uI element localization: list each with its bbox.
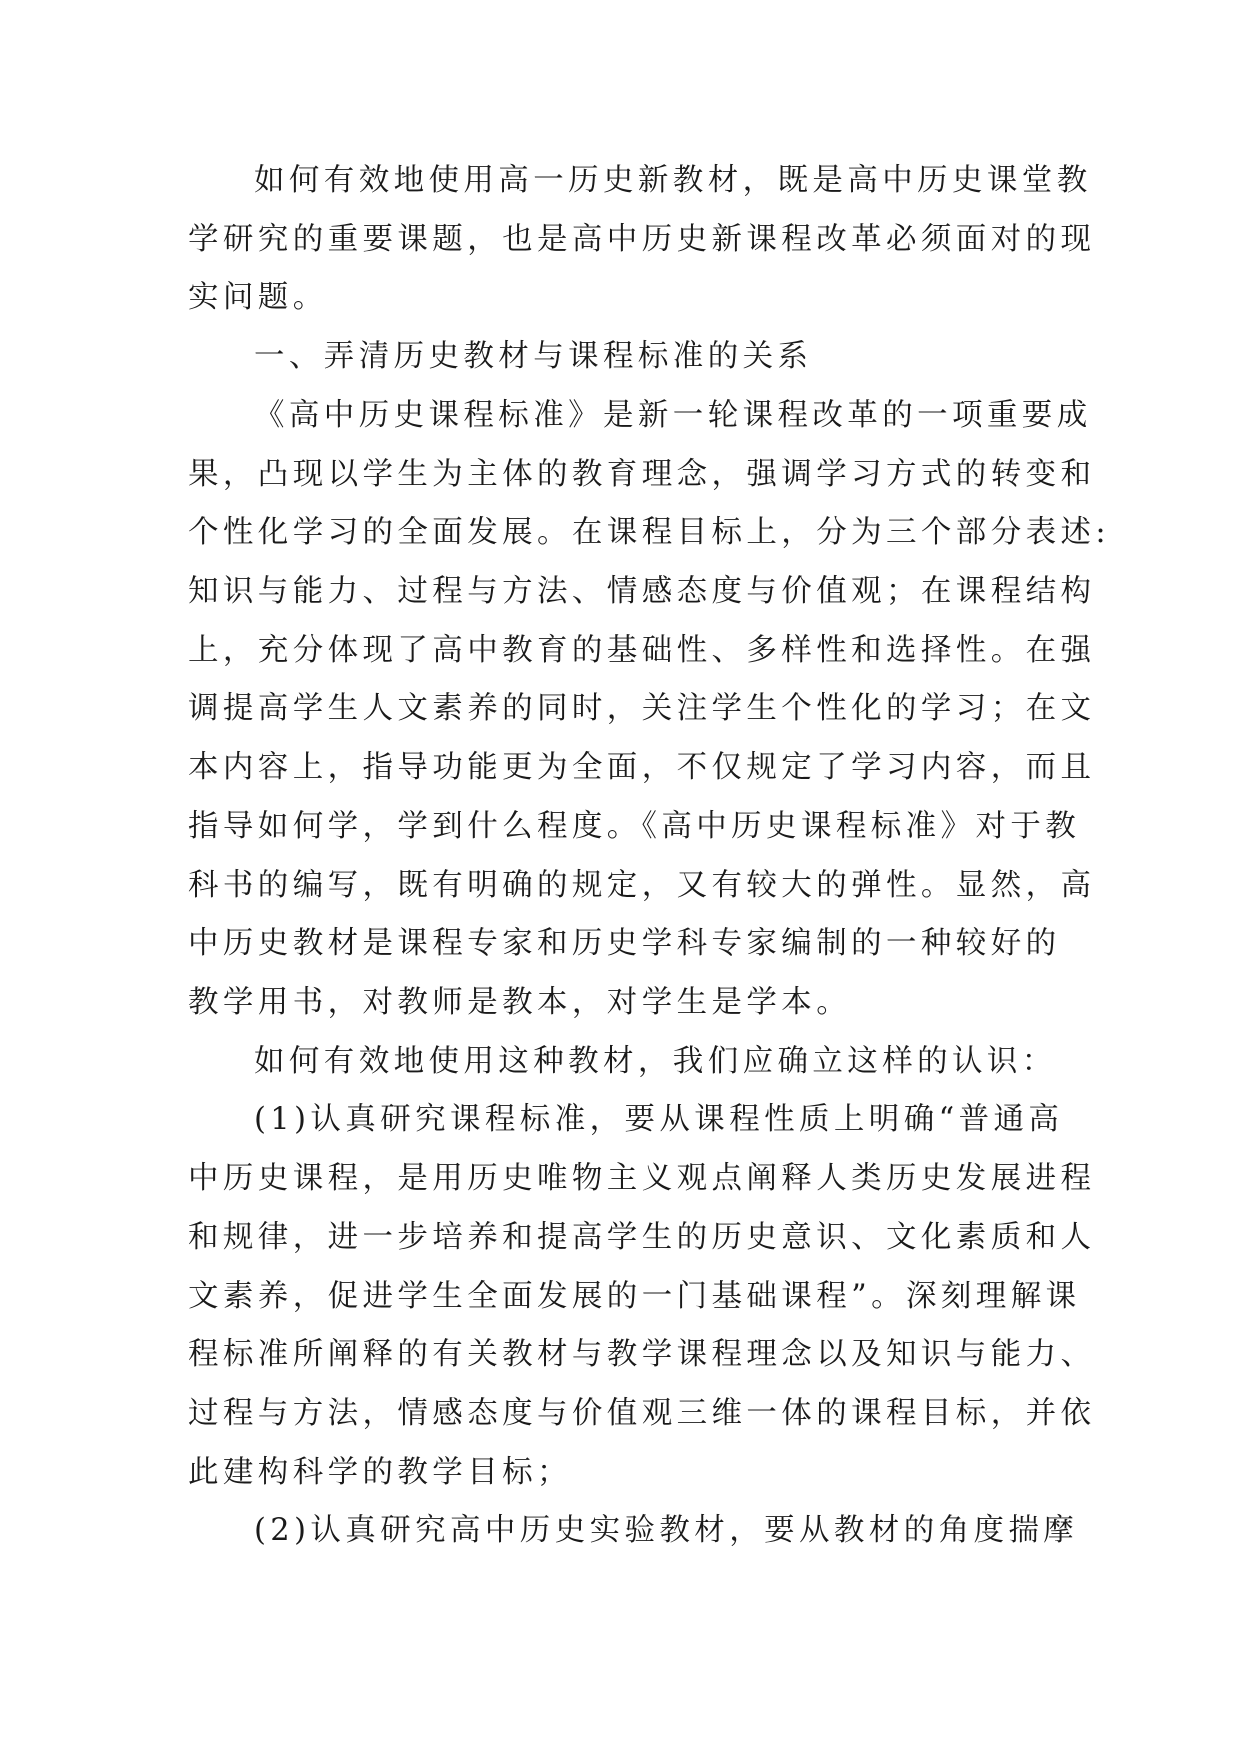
text-line: 教学用书，对教师是教本，对学生是学本。 [188, 985, 852, 1020]
text-line: (2)认真研究高中历史实验教材，要从教材的角度揣摩 [254, 1513, 1079, 1548]
text-line: 《高中历史课程标准》是新一轮课程改革的一项重要成 [254, 398, 1092, 433]
text-line: 科书的编写，既有明确的规定，又有较大的弹性。显然，高 [188, 868, 1096, 903]
text-line: 本内容上，指导功能更为全面，不仅规定了学习内容，而且 [188, 750, 1096, 785]
text-line: 此建构科学的教学目标； [188, 1455, 572, 1490]
text-line: (1)认真研究课程标准，要从课程性质上明确“普通高 [254, 1102, 1064, 1137]
text-line: 如何有效地使用高一历史新教材，既是高中历史课堂教 [254, 163, 1092, 198]
text-line: 指导如何学，学到什么程度。《高中历史课程标准》对于教 [188, 809, 1081, 844]
text-line: 和规律，进一步培养和提高学生的历史意识、文化素质和人 [188, 1220, 1096, 1255]
text-line: 个性化学习的全面发展。在课程目标上，分为三个部分表述: [188, 515, 1111, 550]
text-line: 过程与方法，情感态度与价值观三维一体的课程目标，并依 [188, 1396, 1096, 1431]
text-line: 如何有效地使用这种教材，我们应确立这样的认识： [254, 1044, 1057, 1079]
text-line: 上，充分体现了高中教育的基础性、多样性和选择性。在强 [188, 633, 1096, 668]
text-line: 学研究的重要课题，也是高中历史新课程改革必须面对的现 [188, 222, 1096, 257]
text-line: 果，凸现以学生为主体的教育理念，强调学习方式的转变和 [188, 457, 1096, 492]
text-line: 中历史教材是课程专家和历史学科专家编制的一种较好的 [188, 926, 1061, 961]
text-line: 实问题。 [188, 280, 328, 315]
section-heading: 一、弄清历史教材与课程标准的关系 [254, 339, 813, 374]
text-line: 程标准所阐释的有关教材与教学课程理念以及知识与能力、 [188, 1337, 1096, 1372]
text-line: 调提高学生人文素养的同时，关注学生个性化的学习；在文 [188, 691, 1096, 726]
text-line: 知识与能力、过程与方法、情感态度与价值观；在课程结构 [188, 574, 1096, 609]
text-line: 文素养，促进学生全面发展的一门基础课程”。深刻理解课 [188, 1279, 1081, 1314]
text-line: 中历史课程，是用历史唯物主义观点阐释人类历史发展进程 [188, 1161, 1096, 1196]
